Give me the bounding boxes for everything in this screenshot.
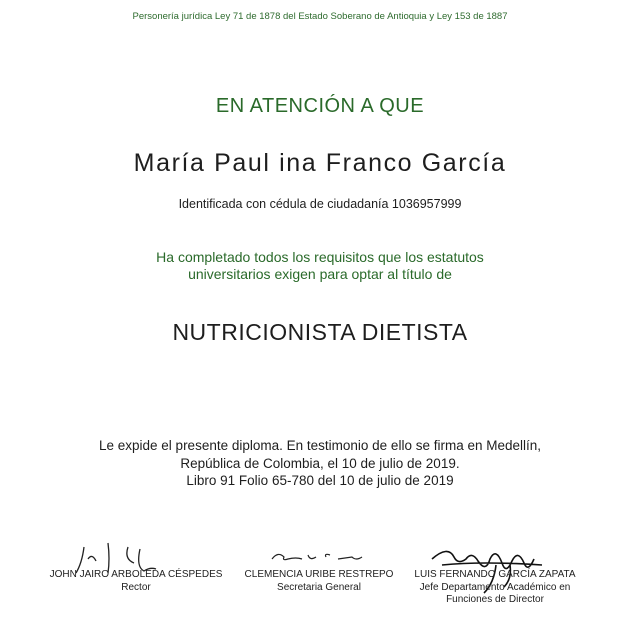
signatory-name: LUIS FERNANDO GARCÍA ZAPATA [414, 569, 576, 580]
requirements-line-1: Ha completado todos los requisitos que los estatutos [156, 249, 484, 265]
expedition-text [0, 437, 640, 490]
requirements-text [0, 249, 640, 283]
signatory-name: JOHN JAIRO ARBOLEDA CÉSPEDES [49, 569, 223, 580]
degree-title: NUTRICIONISTA DIETISTA [172, 319, 468, 345]
signatory-role: Secretaria General [277, 581, 361, 593]
requirements-line-2: universitarios exigen para optar al título de [188, 266, 452, 282]
intro-heading: EN ATENCIÓN A QUE [215, 95, 425, 117]
legal-note: Personería jurídica Ley 71 de 1878 del Estado Soberano de Antioquia y Ley 153 de 1887 [132, 11, 508, 22]
registry-line: Libro 91 Folio 65-780 del 10 de julio de 2019 [186, 473, 454, 488]
expedition-line-1: Le expide el presente diploma. En testimonio de ello se firma en Medellín, [99, 438, 541, 453]
graduate-name: María Paul ina Franco García [133, 149, 507, 177]
signature-block-director [392, 569, 598, 607]
expedition-line-2: República de Colombia, el 10 de julio de 2019. [180, 455, 460, 471]
signatory-role: Rector [121, 581, 151, 593]
signatory-role-line-2: Funciones de Director [446, 594, 544, 605]
signatory-role: Jefe Departamento Académico en [419, 581, 571, 593]
id-line: Identificada con cédula de ciudadanía 1036957999 [178, 197, 462, 211]
signatory-name: CLEMENCIA URIBE RESTREPO [244, 569, 394, 580]
signature-block-rector [36, 569, 236, 594]
